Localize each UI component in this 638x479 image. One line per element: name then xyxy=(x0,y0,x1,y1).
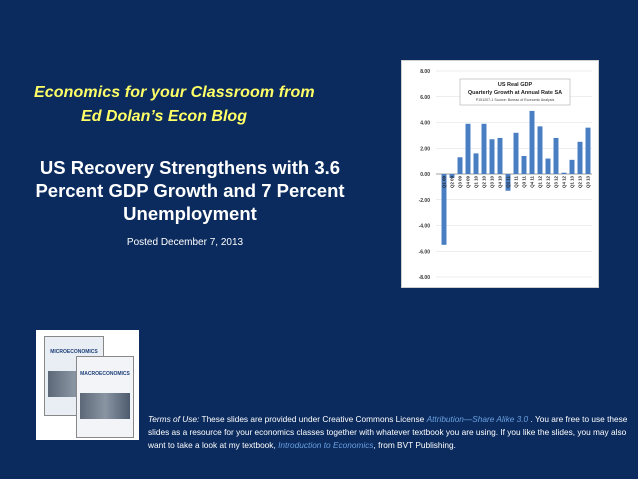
chart-title: US Real GDP xyxy=(497,82,533,88)
y-tick-label: 2.00 xyxy=(420,146,430,153)
terms-label: Terms of Use: xyxy=(148,414,200,424)
x-tick-label: Q2 12 xyxy=(545,176,551,188)
y-tick-label: 6.00 xyxy=(420,94,430,101)
terms-text-1: These slides are provided under Creative Commons License xyxy=(199,414,427,424)
bar xyxy=(522,156,527,174)
book-cover-photo xyxy=(80,393,130,419)
y-tick-label: 8.00 xyxy=(420,69,430,75)
y-tick-label: -8.00 xyxy=(418,275,430,281)
bar xyxy=(530,111,535,174)
posted-date: Posted December 7, 2013 xyxy=(126,237,244,248)
microeconomics-title: MICROECONOMICS xyxy=(50,349,98,355)
subtitle-line1: Economics for your Classroom from xyxy=(34,84,315,101)
x-tick-label: Q2 11 xyxy=(513,176,519,188)
x-tick-label: Q4 09 xyxy=(465,176,471,188)
headline: US Recovery Strengthens with 3.6 Percent GDP Growth and 7 Percent Unemployment xyxy=(35,157,345,224)
terms-text-3: , from BVT Publishing. xyxy=(373,440,456,450)
bar xyxy=(538,126,543,174)
bar xyxy=(514,133,519,174)
textbook-link[interactable]: Introduction to Economics xyxy=(278,440,374,450)
x-tick-label: Q1 10 xyxy=(473,176,479,188)
x-tick-label: Q3 09 xyxy=(457,176,463,188)
x-tick-label: Q3 13 xyxy=(585,176,591,188)
x-tick-label: Q1 12 xyxy=(537,176,543,188)
x-tick-label: Q1 13 xyxy=(569,176,575,188)
y-tick-label: -6.00 xyxy=(418,249,430,256)
x-tick-label: Q4 12 xyxy=(561,176,567,188)
x-tick-label: Q2 09 xyxy=(449,176,455,188)
y-tick-label: -2.00 xyxy=(418,197,430,204)
y-tick-label: 4.00 xyxy=(420,120,430,127)
x-tick-label: Q2 10 xyxy=(481,176,487,188)
macroeconomics-title: MACROECONOMICS xyxy=(80,371,130,377)
textbook-image[interactable] xyxy=(36,330,139,440)
terms-of-use xyxy=(148,413,628,452)
gdp-chart xyxy=(401,60,599,288)
bar xyxy=(554,138,559,174)
bar xyxy=(498,138,503,174)
bar xyxy=(474,153,479,174)
bar xyxy=(586,128,591,174)
gdp-chart-svg xyxy=(402,61,598,287)
terms-text-2: . You are free to use these slides as a resource for your economics classes together with whatever textbook you are using. If you like the slides, you may also want to take a look at my textbook, xyxy=(148,414,628,450)
bar xyxy=(570,160,575,174)
bar xyxy=(578,142,583,174)
x-tick-label: Q1 11 xyxy=(505,176,511,188)
x-tick-label: Q3 10 xyxy=(489,176,495,188)
x-tick-label: Q4 11 xyxy=(529,176,535,188)
bar xyxy=(546,159,551,174)
x-tick-label: Q1 09 xyxy=(441,176,447,188)
x-tick-label: Q3 12 xyxy=(553,176,559,188)
subtitle-line2: Ed Dolan’s Econ Blog xyxy=(81,108,247,125)
chart-subtitle: Quarterly Growth at Annual Rate SA xyxy=(467,90,563,96)
license-link[interactable]: Attribution—Share Alike 3.0 xyxy=(426,414,529,424)
bar xyxy=(466,124,471,174)
macroeconomics-book xyxy=(76,356,134,438)
bar xyxy=(490,139,495,174)
x-tick-label: Q3 11 xyxy=(521,176,527,188)
y-tick-label: 0.00 xyxy=(420,172,430,178)
chart-source: P151207-1 Source: Bureau of Economic Analysis xyxy=(475,98,555,102)
bar xyxy=(482,124,487,174)
y-tick-label: -4.00 xyxy=(418,223,430,230)
bar xyxy=(562,173,567,174)
bar xyxy=(458,157,463,174)
x-tick-label: Q2 13 xyxy=(577,176,583,188)
x-tick-label: Q4 10 xyxy=(497,176,503,188)
